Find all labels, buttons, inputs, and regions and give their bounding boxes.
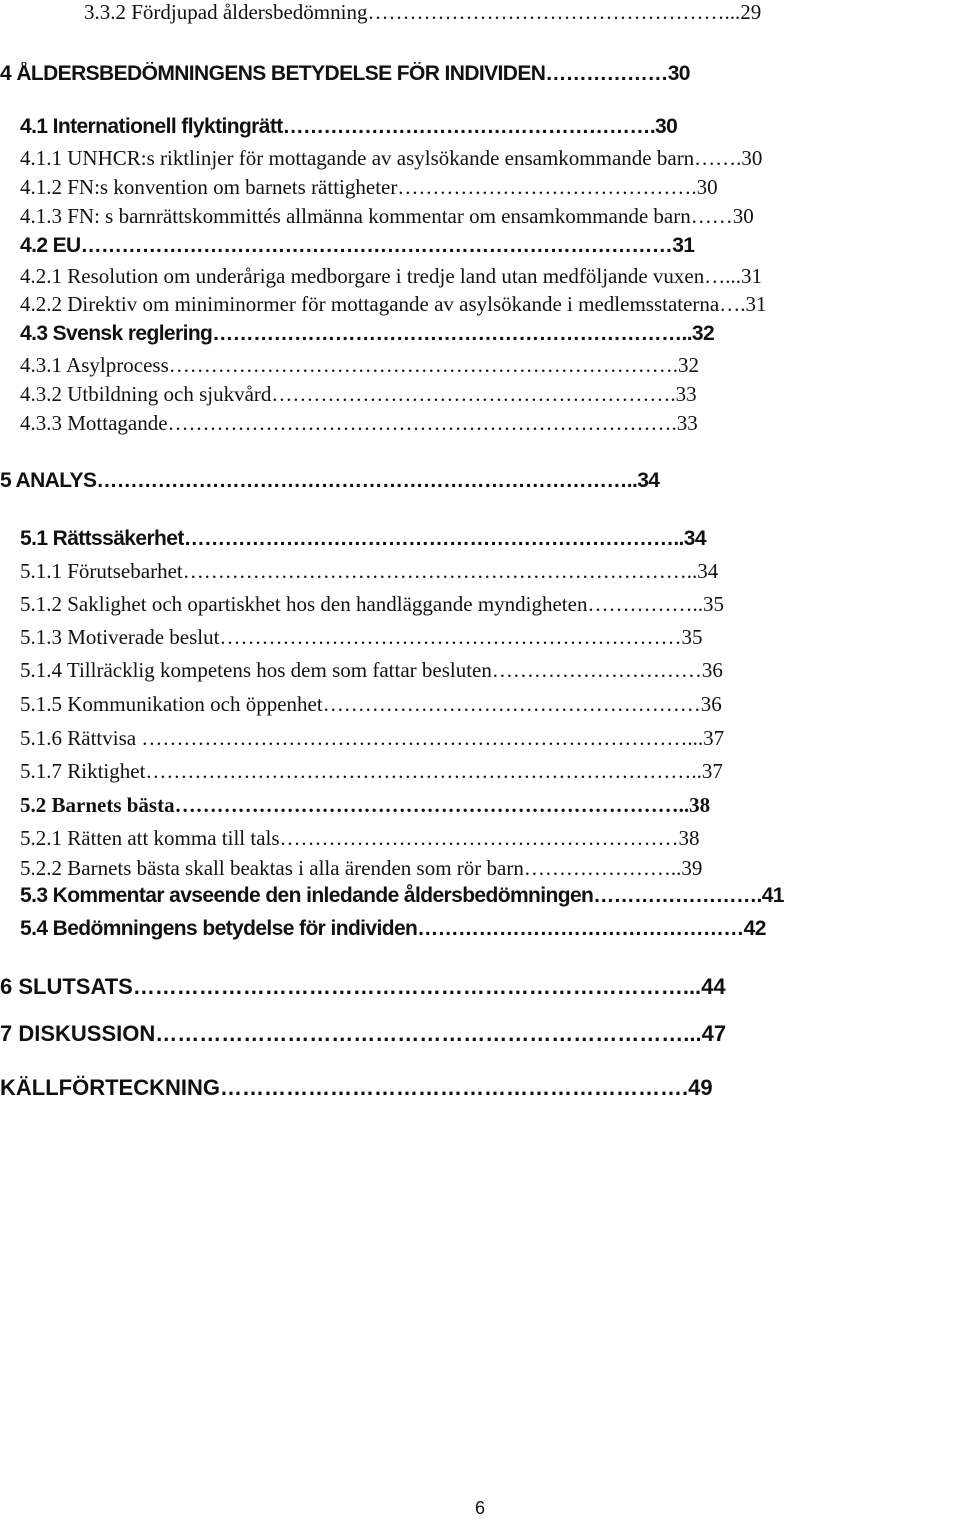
toc-entry-4-1-2[interactable]: 4.1.2 FN:s konvention om barnets rättigheter…………………………………….30 bbox=[20, 175, 718, 199]
toc-entry-5[interactable]: 5 ANALYS……………………………………………………………………..34 bbox=[0, 469, 660, 492]
page-number: 6 bbox=[474, 1498, 485, 1518]
toc-entry-5-1-5[interactable]: 5.1.5 Kommunikation och öppenhet………………………………………………36 bbox=[20, 692, 722, 716]
toc-entry-3-3-2[interactable]: 3.3.2 Fördjupad åldersbedömning……………………………………………...29 bbox=[84, 0, 762, 24]
toc-entry-5-1-2[interactable]: 5.1.2 Saklighet och opartiskhet hos den handläggande myndigheten……………..35 bbox=[20, 592, 724, 616]
toc-entry-5-1-1[interactable]: 5.1.1 Förutsebarhet………………………………………………………………..34 bbox=[20, 559, 719, 583]
toc-entry-4-1-3[interactable]: 4.1.3 FN: s barnrättskommittés allmänna kommentar om ensamkommande barn……30 bbox=[20, 204, 754, 228]
toc-entry-4-1[interactable]: 4.1 Internationell flyktingrätt……………………………………………….30 bbox=[20, 115, 678, 138]
toc-entry-5-1[interactable]: 5.1 Rättssäkerhet………………………………………………………………..34 bbox=[20, 527, 706, 550]
toc-entry-5-1-7[interactable]: 5.1.7 Riktighet……………………………………………………………………..37 bbox=[20, 759, 723, 783]
toc-entry-4-3[interactable]: 4.3 Svensk reglering……………………………………………………………..32 bbox=[20, 322, 715, 345]
toc-entry-5-2-2[interactable]: 5.2.2 Barnets bästa skall beaktas i alla ärenden som rör barn…………………..39 bbox=[20, 856, 703, 880]
toc-entry-kallforteckning[interactable]: KÄLLFÖRTECKNING……………………………………………………….49 bbox=[0, 1075, 713, 1100]
toc-entry-4-3-3[interactable]: 4.3.3 Mottagande……………………………………………………………….33 bbox=[20, 411, 698, 435]
toc-entry-5-1-4[interactable]: 5.1.4 Tillräcklig kompetens hos dem som fattar besluten…………………………36 bbox=[20, 658, 723, 682]
toc-entry-4-2[interactable]: 4.2 EU……………………………………………………………………………31 bbox=[20, 234, 695, 257]
toc-entry-5-2[interactable]: 5.2 Barnets bästa………………………………………………………………..38 bbox=[20, 793, 711, 817]
toc-entry-5-4[interactable]: 5.4 Bedömningens betydelse för individen…………………………………………42 bbox=[20, 917, 766, 940]
toc-entry-4[interactable]: 4 ÅLDERSBEDÖMNINGENS BETYDELSE FÖR INDIVIDEN………………30 bbox=[0, 62, 690, 85]
toc-entry-4-2-1[interactable]: 4.2.1 Resolution om underåriga medborgare i tredje land utan medföljande vuxen…...31 bbox=[20, 264, 763, 288]
toc-entry-4-1-1[interactable]: 4.1.1 UNHCR:s riktlinjer för mottagande av asylsökande ensamkommande barn…….30 bbox=[20, 146, 763, 170]
toc-entry-5-1-6[interactable]: 5.1.6 Rättvisa ……………………………………………………………………...37 bbox=[20, 726, 725, 750]
toc-entry-4-3-2[interactable]: 4.3.2 Utbildning och sjukvård………………………………………………….33 bbox=[20, 382, 697, 406]
toc-entry-4-2-2[interactable]: 4.2.2 Direktiv om miniminormer för mottagande av asylsökande i medlemsstaterna….31 bbox=[20, 292, 767, 316]
toc-entry-5-2-1[interactable]: 5.2.1 Rätten att komma till tals…………………………………………………38 bbox=[20, 826, 700, 850]
toc-entry-5-1-3[interactable]: 5.1.3 Motiverade beslut…………………………………………………………35 bbox=[20, 625, 703, 649]
toc-entry-4-3-1[interactable]: 4.3.1 Asylprocess……………………………………………………………….32 bbox=[20, 353, 699, 377]
toc-entry-7[interactable]: 7 DISKUSSION………………………………………………………………...47 bbox=[0, 1021, 727, 1046]
toc-entry-6[interactable]: 6 SLUTSATS…………………………………………………………………...44 bbox=[0, 974, 726, 999]
toc-entry-5-3[interactable]: 5.3 Kommentar avseende den inledande åldersbedömningen…………………….41 bbox=[20, 884, 784, 907]
